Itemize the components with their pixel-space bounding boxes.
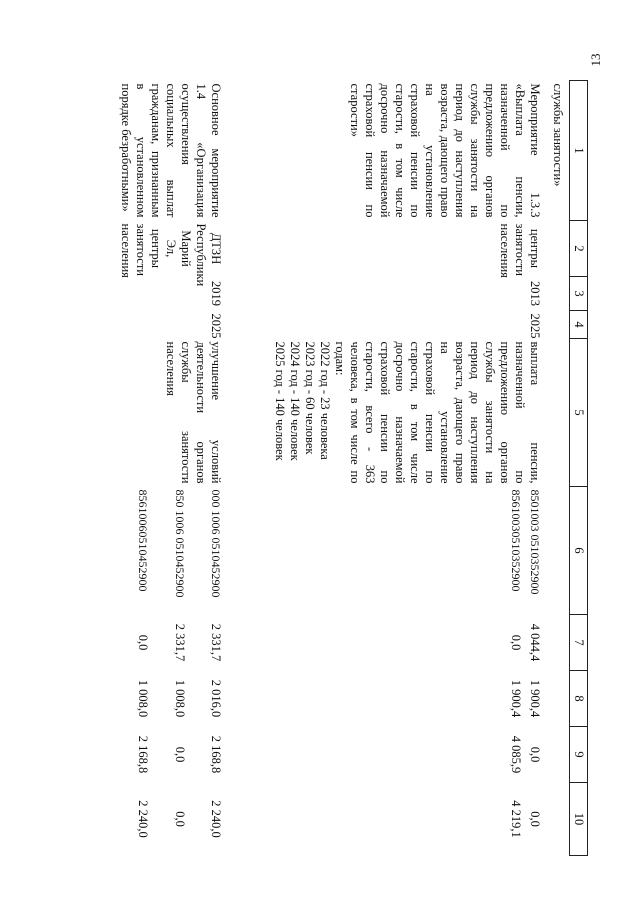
value-col9: 0,0	[172, 746, 187, 763]
value-col7: 0,0	[136, 634, 151, 651]
budget-code: 000 1006 0510452900	[209, 489, 223, 598]
value-col9: 0,0	[528, 746, 542, 763]
year-line: 2022 год - 23 человека	[318, 341, 332, 460]
value-col10: 2 240,0	[209, 800, 223, 838]
table-row	[189, 81, 225, 856]
continuation-row	[544, 81, 570, 856]
col-header: 9	[570, 727, 588, 783]
value-col8: 2 016,0	[209, 679, 223, 718]
result-text: выплата пенсии, назначенной по предложению органов службы занятости на период до наступления возраста, дающего право на установление страховой пенсии по старости, в том числе досрочно назначаемой страховой пенсии по старости, всего - 363 человека, в том числе по годам:	[333, 341, 542, 484]
value-col9: 4 085,9	[509, 735, 523, 774]
executor: центры занятости населения	[498, 223, 542, 278]
start-year: 2013	[528, 281, 542, 306]
col-header: 10	[570, 783, 588, 856]
value-col7: 2 331,7	[209, 623, 223, 662]
value-col8: 1 900,4	[528, 679, 542, 718]
value-col10: 2 240,0	[136, 800, 151, 838]
value-col8: 1 900,4	[509, 679, 523, 718]
measure-name: Основное мероприятие 1.4 «Организация осуществления социальных выплат гражданам, признанным в установленном порядке безработными»	[119, 83, 223, 218]
col-header: 1	[570, 81, 588, 221]
value-col7: 0,0	[509, 634, 523, 651]
year-line: 2024 год - 140 человек	[288, 341, 302, 461]
value-col9: 2 168,8	[136, 735, 151, 774]
value-col10: 0,0	[528, 811, 542, 827]
col-header: 4	[570, 311, 588, 339]
value-col7: 2 331,7	[172, 623, 187, 662]
expected-result	[225, 339, 544, 487]
col-header: 7	[570, 615, 588, 671]
expected-result: улучшение условий деятельности органов службы занятости населения	[164, 341, 223, 484]
rotated-table-wrapper	[119, 80, 588, 855]
value-col9: 2 168,8	[209, 735, 223, 774]
value-col10: 4 219,1	[509, 800, 523, 838]
executor: ДТЗН Республики Марий Эл, центры занятости населения	[119, 223, 223, 287]
year-line: 2023 год - 60 человек	[303, 341, 317, 455]
budget-code: 8561003051035290​0	[509, 489, 523, 592]
budget-table	[116, 80, 588, 856]
end-year: 2025	[528, 313, 542, 339]
continuation-text: службы занятости»	[551, 83, 565, 187]
col-header: 8	[570, 671, 588, 727]
value-col10: 0,0	[172, 811, 187, 827]
end-year: 2025	[209, 313, 223, 339]
budget-code: 850 1006 0510452900	[172, 489, 187, 598]
measure-name: Мероприятие 1.3.3 «Выплата пенсии, назначенной по предложению органов службы занятости на период до наступления возраста, дающего право на установление страховой пенсии по старости, в том числе досрочно назначаемой страховой пенсии по старости»	[348, 83, 542, 218]
col-header: 3	[570, 277, 588, 311]
value-col7: 4 044,4	[528, 623, 542, 662]
budget-code: 8501003 0510352900	[528, 489, 542, 595]
table-row	[525, 81, 544, 856]
start-year: 2019	[209, 281, 223, 306]
year-line: 2025 год - 140 человек	[273, 341, 287, 461]
col-header: 2	[570, 221, 588, 277]
column-number-row	[570, 81, 588, 856]
page-number: 13	[588, 53, 603, 67]
col-header: 6	[570, 487, 588, 615]
value-col8: 1 008,0	[172, 679, 187, 718]
budget-code: 856100605104529​00	[136, 489, 151, 592]
col-header: 5	[570, 339, 588, 487]
value-col8: 1 008,0	[136, 679, 151, 718]
